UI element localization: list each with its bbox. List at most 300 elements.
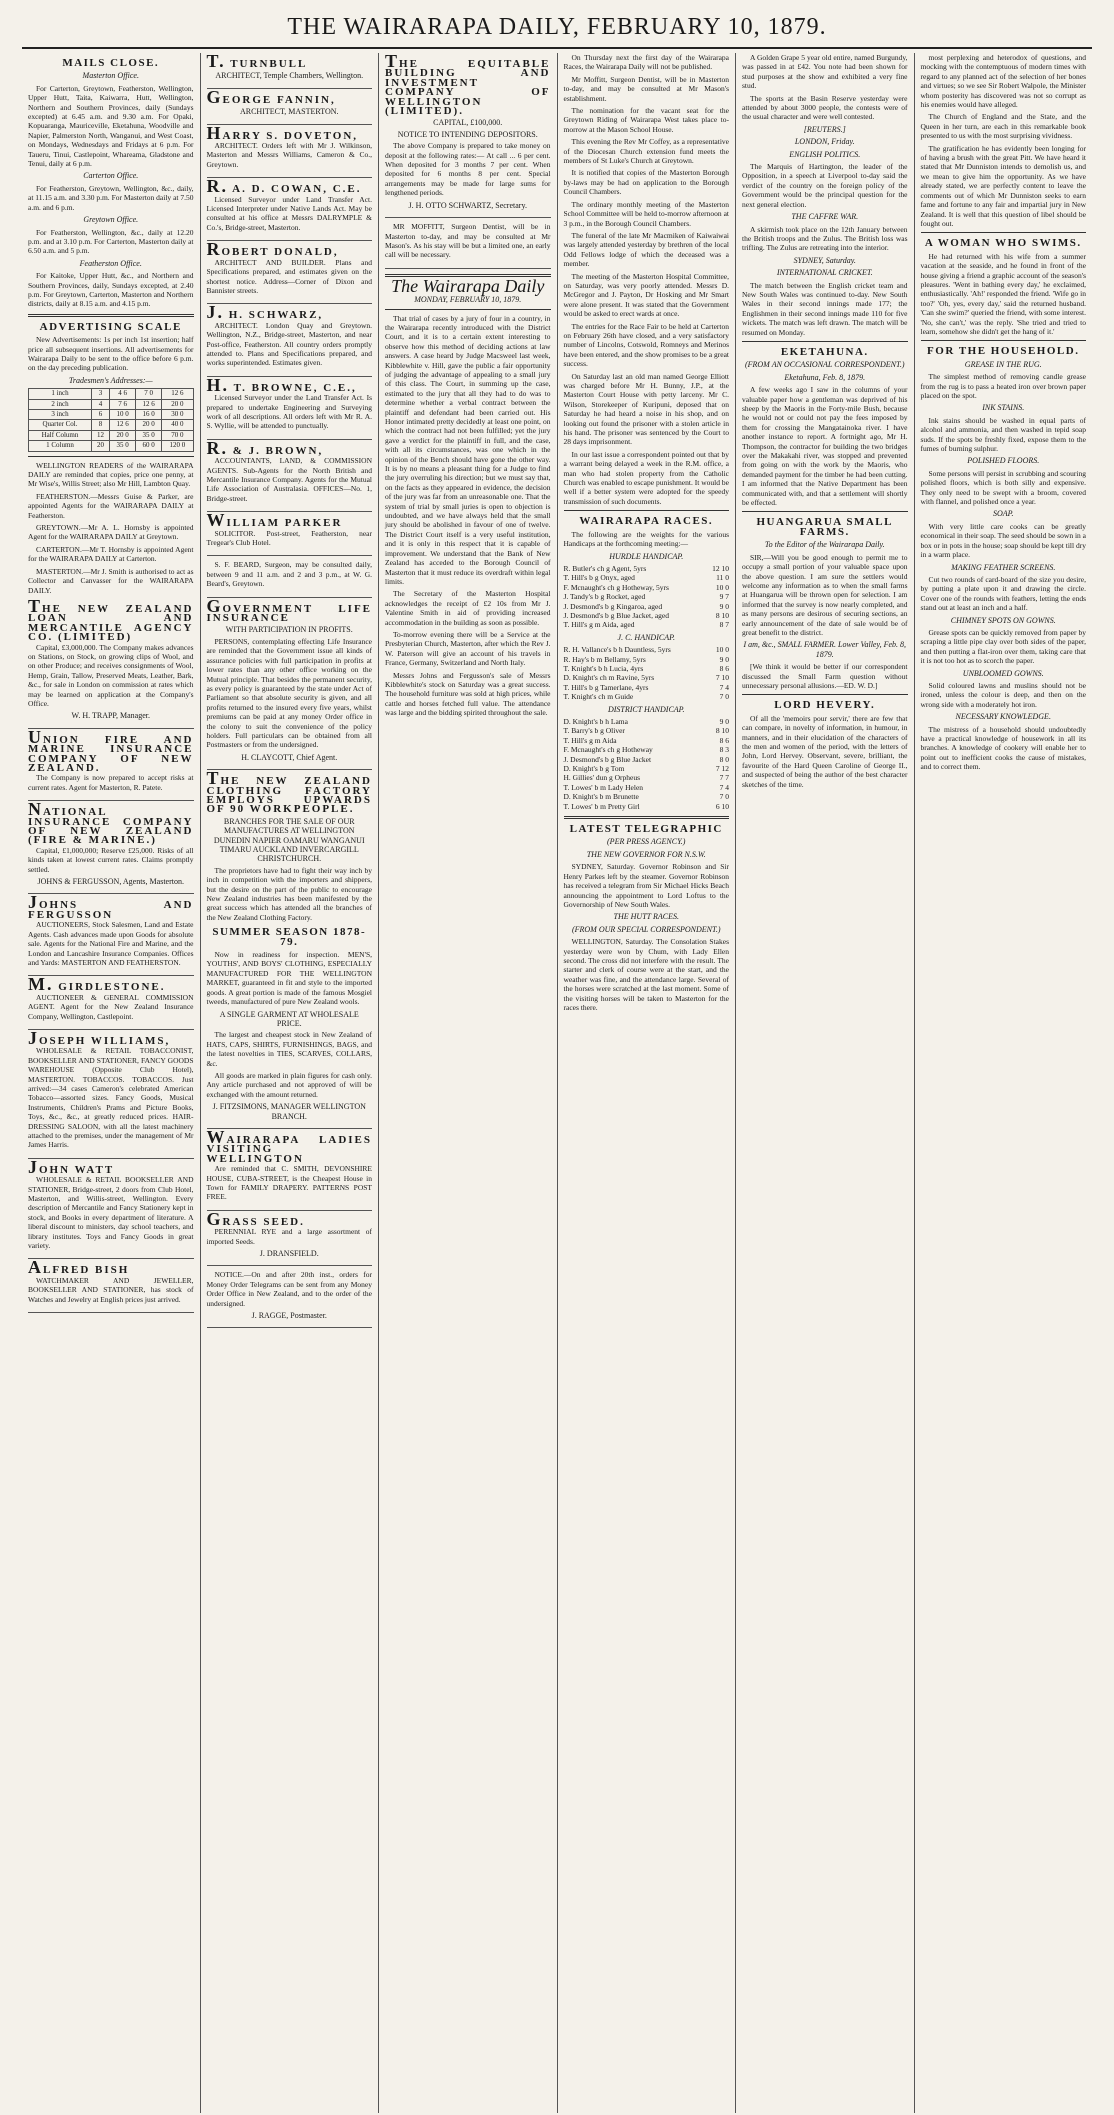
ad-title: JOHN WATT bbox=[28, 1156, 115, 1177]
ad-cowan bbox=[207, 178, 373, 241]
ad-text: PERSONS, contemplating effecting Life Insurance are reminded that the Government issue all kinds of assurance policies with full participation in profits at lower rates than any other office working on the Mutual principle. That besides the permanent security, as every policy is guaranteed by the state under Act of Parliament so that absolute security is given, and all profits returned to the insured every five years, whilst premiums can be paid at any money Order office in the colony to suit the convenience of the policy holders. Full particulars can be obtained from all Postmasters or from the undersigned. bbox=[206, 636, 372, 750]
household-subheading: MAKING FEATHER SCREENS. bbox=[951, 562, 1056, 572]
divider bbox=[564, 816, 730, 819]
news-text: A Golden Grape 5 year old entire, named Burgundy, was passed in at £42. You note had been shown for stud purposes at the show and exhibited a very fine stud. bbox=[742, 53, 908, 91]
lord-hervey-heading: LORD HEVERY. bbox=[774, 699, 876, 712]
horse-weight: 7 0 bbox=[719, 692, 729, 702]
household-subheading: CHIMNEY SPOTS ON GOWNS. bbox=[950, 615, 1056, 625]
mail-section-text: For Featherston, Greytown, Wellington, &c., daily, at 11.15 a.m. and 3.30 p.m. For Masterton daily at 7.50 a.m. and 6 p.m. bbox=[28, 183, 194, 212]
ad-title: M. GIRDLESTONE. bbox=[28, 974, 166, 995]
table-cell: 7 6 bbox=[110, 399, 136, 409]
ad-watt bbox=[28, 1156, 194, 1260]
household-text: With very little care cooks can be greatly economical in their soap. The seed should be sown in a box or in pots in the house; soap should be kept till dry in a warm place. bbox=[920, 521, 1086, 560]
table-cell: 30 0 bbox=[162, 410, 193, 420]
ad-moffitt bbox=[385, 218, 551, 269]
race-entry bbox=[564, 611, 730, 620]
horse-weight: 8 3 bbox=[719, 745, 729, 755]
ad-national bbox=[28, 801, 194, 894]
paper-banner: The Wairarapa Daily bbox=[391, 275, 545, 296]
ad-turnbull bbox=[207, 53, 373, 89]
table-cell: 60 0 bbox=[136, 441, 162, 451]
divider bbox=[385, 309, 551, 310]
mail-section-title: Greytown Office. bbox=[83, 215, 139, 225]
news-text: SIR,—Will you be good enough to permit me to occupy a small portion of your valuable space upon the above question. I am sure the settlers would welcome any information as to when the small farms at Huangarua will be thrown open for selection. I am informed that the survey is now nearly completed, and as many persons are desirous of securing sections, an early announcement of the date of sale would be of great benefit to the district. bbox=[742, 552, 908, 637]
news-text: On Thursday next the first day of the Wairarapa Races, the Wairarapa Daily will not be published. bbox=[563, 53, 729, 72]
household-subheading: POLISHED FLOORS. bbox=[967, 456, 1040, 466]
race-entry bbox=[564, 664, 730, 673]
horse-weight: 9 7 bbox=[719, 592, 729, 602]
race-entry bbox=[564, 692, 730, 701]
ad-text: WATCHMAKER AND JEWELLER, BOOKSELLER AND STATIONER, has stock of Watches and Jewelry at English prices just arrived. bbox=[28, 1275, 194, 1304]
news-text: This evening the Rev Mr Coffey, as a representative of the Diocesan Church extension fund meets the members of St Luke's Church at Greytown. bbox=[563, 137, 729, 166]
race-entry bbox=[564, 773, 730, 782]
ad-text: PERENNIAL RYE and a large assortment of imported Seeds. bbox=[206, 1227, 372, 1246]
ad-signature: J. RAGGE, Postmaster. bbox=[251, 1311, 327, 1321]
news-text: A skirmish took place on the 12th January between the British troops and the Zulus. The British loss was trifling. The Zulus are retreating into the interior. bbox=[742, 224, 908, 253]
horse-name: T. Hill's g m Aida bbox=[563, 735, 617, 745]
race-entry bbox=[564, 655, 730, 664]
ad-title: R. & J. BROWN, bbox=[206, 437, 324, 458]
ad-title: JOSEPH WILLIAMS, bbox=[28, 1027, 171, 1048]
race-entry bbox=[564, 726, 730, 735]
table-cell: 6 bbox=[92, 410, 110, 420]
ad-title: THE NEW ZEALAND LOAN AND MERCANTILE AGENCY CO. (LIMITED) bbox=[28, 595, 194, 644]
divider bbox=[28, 456, 194, 457]
horse-name: J. Desmond's b g Kingaroa, aged bbox=[563, 601, 663, 611]
race-entry bbox=[564, 592, 730, 601]
ad-text: ARCHITECT, MASTERTON. bbox=[239, 107, 339, 117]
horse-name: J. Tandy's b g Rocket, aged bbox=[563, 592, 646, 602]
horse-weight: 6 10 bbox=[715, 801, 729, 811]
ad-govt-insurance bbox=[206, 595, 373, 771]
news-text: Mr Moffitt, Surgeon Dentist, will be in Masterton to-day, and may be consulted at Mr Mason's establishment. bbox=[563, 74, 729, 103]
horse-name: J. Desmond's b g Blue Jacket, aged bbox=[563, 610, 669, 620]
dateline: MONDAY, FEBRUARY 10, 1879. bbox=[414, 295, 522, 305]
ad-parker bbox=[207, 512, 373, 556]
race-entry bbox=[564, 564, 730, 573]
news-text: The Church of England and the State, and the Queen in her turn, are each in this remarkable book presented to us with the most surprising vividness. bbox=[920, 112, 1086, 141]
news-text: The ordinary monthly meeting of the Masterton School Committee will be held to-morrow afternoon at 3 p.m., in the Borough Council Chambers. bbox=[563, 199, 729, 228]
horse-name: H. Gillies' dun g Orpheus bbox=[563, 773, 641, 783]
horse-weight: 8 10 bbox=[715, 726, 729, 736]
column-2 bbox=[201, 53, 380, 2113]
horse-name: T. Hill's b g Tamerlane, 4yrs bbox=[563, 682, 649, 692]
telegraphic-heading: LATEST TELEGRAPHIC bbox=[569, 823, 723, 836]
editorial-text: The Secretary of the Masterton Hospital acknowledges the receipt of £2 10s from Mr J. Valentine Smith in aid of providing increased accommodation in the building as soon as possible. bbox=[385, 589, 551, 627]
columns bbox=[22, 53, 1092, 2113]
horse-name: D. Knight's b g Tom bbox=[563, 764, 625, 774]
news-subheading: To the Editor of the Wairarapa Daily. bbox=[764, 540, 885, 550]
reuters-label: [REUTERS.] bbox=[803, 124, 846, 134]
editorial-text: That trial of cases by a jury of four in a country, in the Wairarapa recently introduced with the District Court, and it is to a certain extent interesting to observe how this method of deciding actions at law answers. A case heard by Judge Macsweel last week, Kibblewhite v. Hill, gave the public a fair opportunity of judging the advantage of appealing to a small jury of this class. The Court, in summing up the case, estimated to the jury that all they had to do was to determine whether a verbal contract between the plaintiff and defendant had been carried out. His Honor intimated pretty decidedly at least one point, on which the contract had not been fulfilled; yet the jury gave a verdict for the plaintiff in full, and the case, with all its circumstances, was one which in the opinion of the Bench should have gone the other way. It is by no means a pleasant thing for a Judge to find the jury overruling his direction; but we must say that, on the facts as they appeared in evidence, the decision of the jury was far from an unreasonable one. That the system of trial by small juries is open to objection is undoubted, and we have always held that the small jury should be abolished in favour of one of twelve. The District Court itself is a very useful institution, and it is only in this respect that it is capable of improvement. We understand that the Bank of New Zealand has acceded to the Borough Council of Masterton that it must reduce its overdraft within legal limits. bbox=[385, 313, 551, 586]
race-entry bbox=[564, 792, 730, 801]
column-5 bbox=[736, 53, 915, 2113]
table-row bbox=[29, 410, 194, 420]
table-row bbox=[29, 399, 194, 409]
ad-nz-loan bbox=[28, 595, 194, 729]
races-intro: The following are the weights for the various Handicaps at the forthcoming meeting:— bbox=[563, 529, 729, 549]
editorial-text: To-morrow evening there will be a Service at the Presbyterian Church, Masterton, after which the Rev J. W. Paterson will give an account of his travels in France, Germany, Switzerland and North Italy. bbox=[385, 629, 551, 668]
horse-name: T. Barry's b g Oliver bbox=[563, 726, 625, 736]
news-text: On Saturday last an old man named George Elliott was charged before Mr H. Bunny, J.P., at the Masterton Court House with petty larceny. Mr C. Wilson, Storekeeper of Kuripuni, deposed that on Saturday he had heard a noise in his shop, and on looking out found the prisoner with a stolen article in his hand. The prisoner was sentenced by the Court to 28 days imprisonment. bbox=[563, 371, 729, 447]
ad-text: The proprietors have had to fight their way inch by inch in competition with the importers and shippers, but the desire on the part of the public to encourage New Zealand industries has been manifested by the great success which has attended all the branches of the New Zealand Clothing Factory. bbox=[206, 865, 372, 922]
table-cell: Quarter Col. bbox=[29, 420, 92, 430]
horse-name: D. Knight's ch m Ravine, 5yrs bbox=[563, 673, 655, 683]
eketahuna-heading: EKETAHUNA. bbox=[780, 345, 869, 358]
ad-title: J. H. SCHWARZ, bbox=[206, 302, 324, 323]
ad-subtitle: WITH PARTICIPATION IN PROFITS. bbox=[225, 625, 353, 635]
divider bbox=[742, 694, 908, 695]
ad-signature: H. CLAYCOTT, Chief Agent. bbox=[241, 752, 338, 762]
horse-weight: 8 10 bbox=[715, 610, 729, 620]
ad-text: Are reminded that C. SMITH, DEVONSHIRE HOUSE, CUBA-STREET, is the Cheapest House in Town for FAMILY DRAPERY. PATTERNS POST FREE. bbox=[206, 1164, 372, 1202]
ad-title: T. TURNBULL bbox=[206, 53, 308, 71]
ad-text: AUCTIONEER & GENERAL COMMISSION AGENT. Agent for the New Zealand Insurance Company, Wellington, Castlepoint. bbox=[28, 992, 194, 1021]
ad-notice bbox=[207, 1266, 373, 1328]
horse-name: F. Mcnaught's ch g Hotheway bbox=[563, 745, 653, 755]
ad-text: Licensed Surveyor under the Land Transfer Act. Is prepared to undertake Engineering and Surveying work of all descriptions. All orders left with Mr R. A. S. Wyllie, will be attended to punctually. bbox=[206, 393, 372, 431]
table-cell: 12 6 bbox=[136, 399, 162, 409]
ad-text: Licensed Surveyor under Land Transfer Act. Licensed Interpreter under Native Lands Act. May be consulted at his office at Messrs DALRYMPLE & Co.'s, Bridge-street, Masterton. bbox=[206, 194, 372, 232]
ad-subtitle: NOTICE TO INTENDING DEPOSITORS. bbox=[397, 129, 538, 139]
column-3 bbox=[379, 53, 558, 2113]
table-cell: 35 0 bbox=[136, 430, 162, 440]
ad-subtitle: CAPITAL, £100,000. bbox=[433, 118, 503, 128]
ad-text: ARCHITECT AND BUILDER. Plans and Specifications prepared, and estimates given on the shortest notice. Address—Corner of Dixon and Bannister streets. bbox=[206, 257, 372, 295]
household-text: Cut two rounds of card-board of the size you desire, by putting a plate upon it and drawing the circle. Cover one of the rounds with feathers, letting the ends stand out at least an inch and a half. bbox=[920, 574, 1086, 613]
ad-ladies bbox=[206, 1126, 373, 1211]
horse-weight: 7 7 bbox=[719, 773, 729, 783]
ad-title: UNION FIRE AND MARINE INSURANCE COMPANY OF NEW ZEALAND. bbox=[28, 726, 194, 774]
news-heading: THE HUTT RACES. bbox=[613, 912, 679, 922]
race-entry bbox=[564, 620, 730, 629]
race-entry bbox=[564, 755, 730, 764]
news-heading: THE CAFFRE WAR. bbox=[791, 212, 859, 222]
household-text: The simplest method of removing candle grease from the rug is to pass a heated iron over brown paper placed on the spot. bbox=[920, 372, 1086, 400]
horse-name: R. Butler's ch g Agent, 5yrs bbox=[563, 563, 647, 573]
notice-text: MASTERTON.—Mr J. Smith is authorised to act as Collector and Canvasser for the WAIRARAPA DAILY. bbox=[28, 566, 194, 595]
ad-title: NATIONAL INSURANCE COMPANY OF NEW ZEALAND (FIRE & MARINE.) bbox=[28, 799, 194, 847]
column-6 bbox=[915, 53, 1093, 2113]
notice-text: GREYTOWN.—Mr A. L. Hornsby is appointed Agent for the WAIRARAPA DAILY at Greytown. bbox=[28, 523, 194, 542]
ad-text: ARCHITECT, Temple Chambers, Wellington. bbox=[215, 71, 364, 81]
table-cell: 35 0 bbox=[110, 441, 136, 451]
horse-name: T. Hill's g m Aida, aged bbox=[563, 620, 635, 630]
table-cell: 20 bbox=[92, 441, 110, 451]
household-subheading: INK STAINS. bbox=[982, 403, 1025, 413]
ad-johns bbox=[28, 894, 194, 976]
dateline: Eketahuna, Feb. 8, 1879. bbox=[784, 372, 866, 382]
ad-donald bbox=[207, 241, 373, 304]
table-cell: 1 Column bbox=[29, 441, 92, 451]
ad-signature: J. H. OTTO SCHWARTZ, Secretary. bbox=[408, 200, 527, 210]
household-text: Ink stains should be washed in equal parts of alcohol and ammonia, and then washed in tepid soap suds. If the spots be freshly fixed, expose them to the fumes of burning sulphur. bbox=[920, 415, 1086, 454]
ad-text: WHOLESALE & RETAIL BOOKSELLER AND STATIONER, Bridge-street, 2 doors from Club Hotel, Masterton, and Willis-street, Wellington. Every description of Mercantile and Fancy Stationery kept in stock, and Books in every department of literature. A liberal discount to ministers, day school teachers, and library institutes. Toys and Fancy Goods in great variety. bbox=[28, 1175, 194, 1251]
news-heading: INTERNATIONAL CRICKET. bbox=[776, 268, 873, 278]
ad-title: ALFRED BISH bbox=[28, 1257, 130, 1278]
horse-weight: 7 0 bbox=[719, 792, 729, 802]
ad-fannin bbox=[206, 86, 373, 125]
district-heading: DISTRICT HANDICAP. bbox=[607, 704, 685, 714]
ad-signature: JOHNS & FERGUSSON, Agents, Masterton. bbox=[37, 877, 184, 887]
table-cell: 40 0 bbox=[162, 420, 193, 430]
column-1 bbox=[22, 53, 201, 2113]
horse-name: T. Lowes' b m Lady Helen bbox=[563, 782, 644, 792]
ad-text: Now in readiness for inspection. MEN'S, YOUTHS', AND BOYS' CLOTHING, ESPECIALLY MANUFACTURED FOR THE WELLINGTON MARKET, guaranteed in fit and style to the imported goods. A great portion is made of the famous Mosgiel tweeds, manufactured of pure New Zealand wools. bbox=[206, 950, 372, 1007]
horse-weight: 7 12 bbox=[715, 764, 729, 774]
horse-name: T. Knight's b h Lucia, 4yrs bbox=[563, 663, 644, 673]
race-entry bbox=[564, 764, 730, 773]
ad-text: WHOLESALE & RETAIL TOBACCONIST, BOOKSELLER AND STATIONER, FANCY GOODS WAREHOUSE (Opposite Club Hotel), MASTERTON. TOBACCOS. TOBACCOS. Just arrived:—34 cases Cameron's celebrated American Tobacco—assorted sizes. Fancy Goods, Musical Instruments, Children's Prams and Picture Books, Toys, &c., &c., at greatly reduced prices. HAIR-DRESSING SALOON, with all the latest machinery attached to the premises, under the management of Mr James Harris. bbox=[28, 1046, 194, 1150]
horse-weight: 8 6 bbox=[719, 735, 729, 745]
horse-name: J. Desmond's b g Blue Jacket bbox=[563, 754, 652, 764]
divider bbox=[28, 314, 194, 317]
news-text: The Marquis of Hartington, the leader of the Opposition, in a speech at Liverpool to-day said the verdict of the country on the foreign policy of the Government would be the principal question for the next general election. bbox=[742, 162, 908, 209]
hurdle-heading: HURDLE HANDICAP. bbox=[609, 551, 684, 561]
ad-text: S. F. BEARD, Surgeon, may be consulted daily, between 9 and 11 a.m. and 2 and 3 p.m., at W. G. Beard's, Greytown. bbox=[206, 560, 372, 589]
divider bbox=[564, 510, 730, 511]
ad-clothing bbox=[207, 770, 373, 1129]
horse-weight: 8 7 bbox=[719, 620, 729, 630]
notice-text: CARTERTON.—Mr T. Hornsby is appointed Agent for the WAIRARAPA DAILY at Carterton. bbox=[28, 544, 194, 564]
ad-girdlestone bbox=[28, 976, 194, 1030]
ad-schwarz bbox=[207, 304, 373, 376]
ad-title: GEORGE FANNIN, bbox=[206, 86, 336, 107]
horse-weight: 12 10 bbox=[712, 563, 729, 573]
editor-note: [We think it would be better if our correspondent discussed the Small Farm question without unnecessary personal allusions.—ED. W. D.] bbox=[742, 662, 908, 690]
table-cell: 7 0 bbox=[136, 389, 162, 399]
telegraphic-subheading: (PER PRESS AGENCY.) bbox=[607, 837, 686, 847]
horse-name: R. H. Vallance's b h Dauntless, 5yrs bbox=[563, 645, 671, 655]
table-cell: 10 0 bbox=[110, 410, 136, 420]
ad-equitable bbox=[385, 53, 551, 218]
household-subheading: SOAP. bbox=[992, 509, 1014, 519]
ad-text: The largest and cheapest stock in New Zealand of HATS, CAPS, SHIRTS, FURNISHINGS, BAGS, and the latest novelties in TIES, SCARVES, COLLARS, &c. bbox=[206, 1030, 372, 1068]
news-text: The entries for the Race Fair to be held at Carterton on February 26th have closed, and a very satisfactory number of Lincolns, Cotswold, Romneys and Merinos have been entered, and the show promises to be a great success. bbox=[563, 321, 729, 369]
table-cell: 20 0 bbox=[110, 430, 136, 440]
news-subheading: (FROM AN OCCASIONAL CORRESPONDENT.) bbox=[744, 360, 905, 370]
horse-weight: 10 0 bbox=[715, 645, 729, 655]
race-entry bbox=[564, 802, 730, 811]
news-text: The sports at the Basin Reserve yesterday were attended by about 3000 people, the contests were of the usual character and were well contested. bbox=[742, 93, 908, 122]
ad-title: H. T. BROWNE, C.E., bbox=[206, 374, 357, 395]
news-text: The funeral of the late Mr Macmiken of Kaiwaiwai was largely attended yesterday by brethren of the local Odd Fellows lodge of which the deceased was a member. bbox=[563, 230, 729, 269]
news-text: The meeting of the Masterton Hospital Committee, on Saturday, was very poorly attended. Messrs D. McGregor and J. Payton, Dr Hosking and Mr Smart were alone present. It was stated that the Government would be asked to erect wards at once. bbox=[563, 271, 729, 319]
ad-brown bbox=[206, 437, 373, 512]
swim-heading: A WOMAN WHO SWIMS. bbox=[924, 237, 1082, 250]
cup-heading: J. C. HANDICAP. bbox=[617, 632, 675, 642]
horse-weight: 7 10 bbox=[715, 673, 729, 683]
ad-text: Capital, £1,000,000; Reserve £25,000. Risks of all kinds taken at lowest current rates. Claims promptly settled. bbox=[28, 845, 194, 874]
news-text: He had returned with his wife from a summer vacation at the seaside, and he found in front of the house giving a friend a graphic account of the season's pleasures. 'Went in bathing every day,' he exclaimed, enthusiastically. 'Ah!' responded the friend. 'Wife go in too?' 'Oh, yes, every day,' said the returned husband. 'Can she swim?' queried the friend, with some interest. 'No, she can't,' was the reply. 'She tried and tried to learn, somehow she didn't get the hang of it.' bbox=[920, 251, 1086, 336]
mails-heading: MAILS CLOSE. bbox=[62, 57, 160, 69]
ad-subtitle: A SINGLE GARMENT AT WHOLESALE PRICE. bbox=[219, 1009, 359, 1028]
table-cell: 2 inch bbox=[29, 399, 92, 409]
mail-section-title: Carterton Office. bbox=[83, 171, 139, 181]
horse-name: T. Lowes' b m Pretty Girl bbox=[563, 801, 640, 811]
horse-weight: 7 4 bbox=[719, 682, 729, 692]
notice-text: WELLINGTON READERS of the WAIRARAPA DAILY are reminded that copies, price one penny, at Mr Wise's, Willis Street; also Mr Hill, Lambton Quay. bbox=[28, 460, 194, 489]
table-row bbox=[29, 441, 194, 451]
ad-browne bbox=[206, 374, 373, 440]
horse-name: R. Hay's b m Bellamy, 5yrs bbox=[563, 654, 646, 664]
table-cell: 4 6 bbox=[110, 389, 136, 399]
ad-text: ARCHITECT. Orders left with Mr J. Wilkinson, Masterton and Messrs Williams, Cameron & Co., Greytown. bbox=[206, 141, 372, 169]
table-cell: Half Column bbox=[29, 430, 92, 440]
news-text: Of all the 'memoirs pour servir,' there are few that can compare, in novelty of information, in humour, in manners, and in their elucidation of the characters of the men and women of the period, with the letters of John, Lord Hervey. Observant, severe, brilliant, the favourite of the Hard Queen Caroline of George II., and suspected of being the author of the best character sketches of the time. bbox=[742, 713, 908, 789]
horse-weight: 8 6 bbox=[719, 663, 729, 673]
horse-weight: 7 4 bbox=[719, 782, 729, 792]
ad-title: WAIRARAPA LADIES VISITING WELLINGTON bbox=[206, 1126, 372, 1165]
household-heading: FOR THE HOUSEHOLD. bbox=[927, 345, 1080, 358]
horse-weight: 10 0 bbox=[715, 582, 729, 592]
table-cell: 8 bbox=[92, 420, 110, 430]
news-text: It is notified that copies of the Masterton Borough by-laws may be had on application to the Borough Council Chambers. bbox=[563, 168, 729, 197]
news-heading: THE NEW GOVERNOR FOR N.S.W. bbox=[586, 849, 706, 859]
race-entry bbox=[564, 583, 730, 592]
news-text: SYDNEY, Saturday. Governor Robinson and Sir Henry Parkes left by the steamer. Governor Robinson has received a telegram from Sir Michael Hicks Beach announcing the appointment to Lord Loftus to the Governorship of New South Wales. bbox=[563, 862, 729, 909]
race-entry bbox=[564, 602, 730, 611]
news-heading: ENGLISH POLITICS. bbox=[789, 149, 861, 159]
race-entry bbox=[564, 736, 730, 745]
mail-section-title: Featherston Office. bbox=[79, 258, 142, 268]
huangarua-heading: HUANGARUA SMALL FARMS. bbox=[756, 516, 893, 538]
horse-weight: 9 0 bbox=[719, 717, 729, 726]
horse-name: D. Knight's b m Brunette bbox=[563, 792, 639, 802]
ad-title: R. A. D. COWAN, C.E. bbox=[206, 176, 362, 197]
mail-section-text: For Carterton, Greytown, Featherston, Wellington, Upper Hutt, Taita, Kaiwarra, Hutt, Wellington, Northern and Southern Provinces, daily (Sundays excepted) at 6.45 a.m. and 9.30 a.m. For Opaki, Kopuaranga, Mauriceville, Eketahuna, Woodville and Napier, Palmerston North, Wanganui, and West Coast, on Mondays, Wednesdays and Fridays at 6 p.m. For Taueru, Tinui, Castlepoint, Whareama, Gladstone and Tenui, daily at 6 p.m. bbox=[28, 83, 194, 169]
ad-title: THE EQUITABLE BUILDING AND INVESTMENT COMPANY OF WELLINGTON (LIMITED). bbox=[385, 53, 551, 118]
household-subheading: UNBLOOMED GOWNS. bbox=[962, 668, 1044, 678]
table-row bbox=[29, 420, 194, 430]
ad-williams bbox=[28, 1027, 194, 1159]
race-entry bbox=[564, 717, 730, 726]
ad-text: All goods are marked in plain figures for cash only. Any article purchased and not approved of will be exchanged with the amount returned. bbox=[206, 1070, 372, 1099]
race-entry bbox=[564, 783, 730, 792]
horse-name: T. Knight's ch m Guide bbox=[563, 692, 634, 702]
race-entry bbox=[564, 673, 730, 682]
ad-doveton bbox=[206, 122, 373, 179]
table-cell: 12 6 bbox=[162, 389, 193, 399]
news-text: WELLINGTON, Saturday. The Consolation Stakes yesterday were won by Chum, with Lady Ellen second. The cross did not interfere with the result. The starter and clerk of course were at the start, and the weather was fine, and the attendance large. Several of the horses were scratched at the last moment. Some of the visiting horses will be taken to Masterton for the races there. bbox=[563, 937, 729, 1012]
mail-section-text: For Featherston, Wellington, &c., daily at 12.20 p.m. and at 3.10 p.m. For Carterton, Masterton daily at 6.50 a.m. and 5 p.m. bbox=[28, 227, 194, 256]
household-text: The mistress of a household should undoubtedly have a practical knowledge of housework in all its branches. A knowledge of cookery will enable her to point out to inefficient cooks the cause of mistakes, and to correct them. bbox=[920, 724, 1086, 772]
letter-signature: I am, &c., SMALL FARMER. Lower Valley, Feb. 8, 1879. bbox=[743, 640, 907, 659]
ad-subtitle: BRANCHES FOR THE SALE OF OUR MANUFACTURES AT WELLINGTON DUNEDIN NAPIER OAMARU WANGANUI TIMARU AUCKLAND INVERCARGILL CHRISTCHURCH. bbox=[213, 816, 365, 864]
ad-text: SOLICITOR. Post-street, Featherston, near Tregear's Club Hotel. bbox=[206, 528, 372, 548]
divider bbox=[921, 232, 1087, 233]
table-cell: 16 0 bbox=[136, 410, 162, 420]
race-entry bbox=[564, 683, 730, 692]
table-cell: 12 6 bbox=[110, 420, 136, 430]
ad-text: Capital, £3,000,000. The Company makes advances on Stations, on Stock, on growing clips of Wool, and on other Produce; and receives consignments of Wool, Hemp, Grain, Tallow, Preserved Meats, Leather, Bark, &c., for sale in London on commission at rates which may be learned on application at the Company's Office. bbox=[28, 642, 194, 708]
dateline: LONDON, Friday. bbox=[794, 137, 855, 147]
ad-title: JOHNS AND FERGUSSON bbox=[28, 892, 194, 921]
news-subheading: (FROM OUR SPECIAL CORRESPONDENT.) bbox=[571, 924, 721, 934]
race-entry bbox=[564, 745, 730, 754]
news-text: The gratification he has evidently been longing for of having a brush with the great Pitt. We have heard it stated that Mr Dunniston intends to demolish us, and we mean to give him the opportunity. As we have already stated, we are perfectly content to leave the comments out of which Mr Dunniston seeks to earn fame and fortune to any fair and impartial jury in New Zealand. It is well that this question of libel should be fought out. bbox=[920, 143, 1086, 228]
ad-title: HARRY S. DOVETON, bbox=[206, 122, 359, 143]
horse-weight: 9 0 bbox=[719, 601, 729, 611]
horse-name: F. Mcnaught's ch g Hotheway, 5yrs bbox=[563, 582, 669, 592]
horse-name: D. Knight's b h Lama bbox=[563, 717, 628, 726]
household-text: Grease spots can be quickly removed from paper by scraping a little pipe clay over both sides of the paper, and then putting a flat-iron over them, taking care that it is not too hot as to scorch the paper. bbox=[920, 627, 1086, 666]
mail-section-text: For Kaitoke, Upper Hutt, &c., and Northern and Southern Provinces, daily, Sundays excepted, at 2.40 p.m. For Greytown, Carterton, Masterton and Northern districts, daily at 8.15 a.m. and 4.15 p.m. bbox=[28, 271, 194, 309]
household-text: Solid coloured lawns and muslins should not be ironed, unless the colour is deep, and then on the wrong side with a moderately hot iron. bbox=[920, 680, 1086, 709]
table-cell: 70 0 bbox=[162, 430, 193, 440]
ad-bish bbox=[28, 1259, 194, 1313]
ad-title: ROBERT DONALD, bbox=[206, 239, 339, 260]
ad-title: THE NEW ZEALAND CLOTHING FACTORY EMPLOYS UPWARDS OF 90 WORKPEOPLE. bbox=[206, 768, 372, 816]
ad-union bbox=[28, 726, 194, 801]
ad-signature: J. DRANSFIELD. bbox=[259, 1249, 319, 1259]
ad-signature: W. H. TRAPP, Manager. bbox=[71, 711, 150, 721]
divider bbox=[742, 341, 908, 342]
table-cell: 20 0 bbox=[162, 399, 193, 409]
ad-title: WILLIAM PARKER bbox=[206, 510, 343, 531]
table-cell: 3 inch bbox=[29, 410, 92, 420]
table-row bbox=[29, 430, 194, 440]
table-cell: 1 inch bbox=[29, 389, 92, 399]
ad-text: ACCOUNTANTS, LAND, & COMMISSION AGENTS. Sub-Agents for the North British and Mercantile Insurance Company. Agents for the Mutual Life Association of Australasia. OFFICES—No. 1, Bridge-street. bbox=[206, 456, 372, 503]
horse-weight: 11 0 bbox=[716, 573, 729, 583]
column-4 bbox=[558, 53, 737, 2113]
masthead: THE WAIRARAPA DAILY, FEBRUARY 10, 1879. bbox=[22, 12, 1092, 49]
ad-text: NOTICE.—On and after 20th inst., orders for Money Order Telegrams can be sent from any Money Order Office in New Zealand, and to the order of the undersigned. bbox=[206, 1270, 372, 1308]
tradesmen-label: Tradesmen's Addresses:— bbox=[68, 375, 153, 385]
ad-text: AUCTIONEERS, Stock Salesmen, Land and Estate Agents. Cash advances made upon Goods for absolute sale. Agents for the National Fire and Marine, and the London and Lancashire Insurance Companies. Offices and Yards: MASTERTON AND FEATHERSTON. bbox=[28, 920, 194, 967]
ad-subheading: SUMMER SEASON 1878-79. bbox=[212, 926, 367, 948]
table-row bbox=[29, 389, 194, 399]
news-text: The nomination for the vacant seat for the Greytown Riding of Wairarapa West takes place to-morrow at the Mason School House. bbox=[563, 106, 729, 134]
advert-rate-table bbox=[28, 388, 194, 451]
news-text: The match between the English cricket team and New South Wales was continued to-day. New South Wales in their second innings made 177; the Englishmen in their second innings made 110 for five wickets. The match was left drawn. The match will be resumed on Monday. bbox=[742, 280, 908, 337]
advert-heading: ADVERTISING SCALE bbox=[39, 320, 182, 333]
advert-text: New Advertisements: 1s per inch 1st insertion; half price all subsequent insertions. All advertisements for Wairarapa Daily to be sent to the office before 6 p.m. on the day preceding publication. bbox=[28, 335, 194, 373]
ad-text: The Company is now prepared to accept risks at current rates. Agent for Masterton, R. Patete. bbox=[28, 773, 194, 792]
table-cell: 12 bbox=[92, 430, 110, 440]
race-entry bbox=[564, 645, 730, 654]
mail-section-title: Masterton Office. bbox=[82, 71, 139, 81]
ad-signature: J. FITZSIMONS, MANAGER WELLINGTON BRANCH. bbox=[212, 1102, 366, 1121]
ad-title: GOVERNMENT LIFE INSURANCE bbox=[206, 595, 372, 625]
household-subheading: GREASE IN THE RUG. bbox=[964, 359, 1042, 369]
news-text: In our last issue a correspondent pointed out that by a warrant being delayed a week in the R.M. office, a man who had stolen property from the Catholic Church was enabled to escape punishment. It would be well if a better system were adopted for the speedy transmission of such documents. bbox=[563, 449, 729, 506]
horse-weight: 8 0 bbox=[719, 754, 729, 764]
ad-grass-seed bbox=[206, 1208, 373, 1267]
editorial-text: Messrs Johns and Fergusson's sale of Messrs Kibblewhite's stock on Saturday was a great success. The household furniture was sold at high prices, while cattle and horses fetched full value. The attendance was large and the bidding spirited throughout the sale. bbox=[385, 670, 551, 718]
race-entry bbox=[564, 573, 730, 582]
divider bbox=[742, 511, 908, 512]
household-text: Some persons will persist in scrubbing and scouring polished floors, which is both silly and expensive. They only need to be swept with a broom, covered with flannel, and polished once a year. bbox=[920, 468, 1086, 507]
divider bbox=[921, 340, 1087, 341]
news-text: A few weeks ago I saw in the columns of your valuable paper how a gentleman was deprived of his sheep by the Maoris in the Forty-mile Bush, because he would not or could not pay the fees imposed by them for crossing the Mangatainoka river. I have another instance to report. A fortnight ago, Mr H. Thompson, the contractor for building the two bridges over the Makakahi river, was stopped and prevented from going on with the work by the Maoris, who demanded payment for the timber he had been cutting. I am informed that the Native Department has been communicated with, and that a settlement will shortly be effected. bbox=[742, 385, 908, 508]
ad-text: The above Company is prepared to take money on deposit at the following rates:— At call ... 6 per cent. When deposited for 3 months 7 per cent. When deposited for 6 months 8 per cent. Special arrangements may be made for large sums for lengthened periods. bbox=[385, 141, 551, 198]
household-subheading: NECESSARY KNOWLEDGE. bbox=[955, 712, 1051, 722]
table-cell: 120 0 bbox=[162, 441, 193, 451]
news-text: most perplexing and heterodox of questions, and mocking with the contemptuous of modern times with regard to any planned act of the selection of her bones and virtues; so we see Sir Robert Walpole, the Minister whom posterity has discovered was not so corrupt as his enemies would have alleged. bbox=[920, 53, 1086, 110]
ad-title: GRASS SEED. bbox=[206, 1208, 305, 1229]
ad-text: ARCHITECT. London Quay and Greytown. Wellington, N.Z., Bridge-street, Masterton, and near Post-office, Featherston. All country orders promptly attended to. Plans and Specifications prepared, and works superintended. Estimates given. bbox=[206, 320, 372, 368]
horse-name: T. Hill's b g Onyx, aged bbox=[563, 573, 635, 583]
table-cell: 20 0 bbox=[136, 420, 162, 430]
ad-text: MR MOFFITT, Surgeon Dentist, will be in Masterton to-day, and may be consulted at Mr Mason's. As his stay will be but a limited one, an early call will be necessary. bbox=[385, 222, 551, 260]
dateline: SYDNEY, Saturday. bbox=[793, 255, 856, 265]
table-cell: 4 bbox=[92, 399, 110, 409]
horse-weight: 9 0 bbox=[719, 654, 729, 664]
table-cell: 3 bbox=[92, 389, 110, 399]
notice-text: FEATHERSTON.—Messrs Guise & Parker, are appointed Agents for the WAIRARAPA DAILY at Featherston. bbox=[28, 491, 194, 520]
